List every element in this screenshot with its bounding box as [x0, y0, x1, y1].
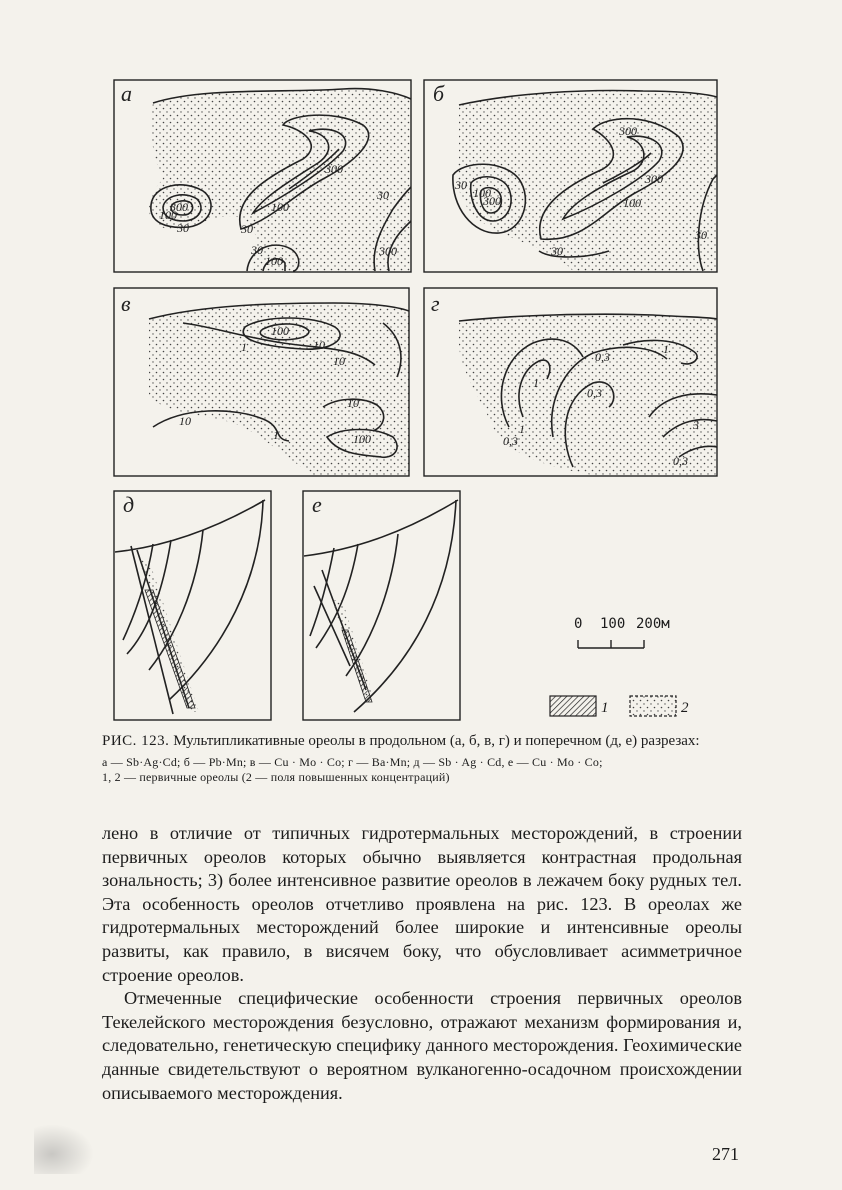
contour-label: 300: [170, 200, 188, 214]
paragraph-1: лено в отличие от типичных гидротермальных месторождений, в строении первичных ореолов которых обычно выявляется контрастная продольная зональность; 3) более интенсивное развитие ореолов в лежачем боку рудных тел. Эта особенность ореолов отчетливо проявлена на рис. 123. В ореолах же гидротермальных месторождений более широкие и интенсивные ореолы развиты, как правило, в висячем боку, что обусловливает асимметричное строение ореолов.: [102, 823, 742, 985]
contour-label: 0,3: [587, 386, 602, 400]
contour-label: 10: [313, 338, 325, 352]
legend: [548, 692, 708, 722]
figure-caption: [102, 732, 752, 785]
panel-d: [113, 490, 273, 722]
contour-label: 1: [519, 422, 525, 436]
panel-e-label: е: [312, 492, 322, 517]
legend-label-2: 2: [681, 700, 689, 716]
caption-fig-label: РИС. 123.: [102, 733, 170, 749]
contour-label: 10: [347, 396, 359, 410]
contour-label: 30: [695, 228, 707, 242]
caption-title-text: Мультипликативные ореолы в продольном (а, б, в, г) и поперечном (д, е) разрезах:: [173, 733, 700, 749]
panel-e: [302, 490, 462, 722]
scale-tick-200: 200м: [636, 616, 670, 632]
scale-bar: [574, 616, 704, 656]
contour-label: 30: [551, 244, 563, 258]
contour-label: 100: [473, 186, 491, 200]
panel-v-label: в: [121, 291, 131, 316]
panel-v: [113, 287, 411, 477]
contour-label: 30: [455, 178, 467, 192]
caption-notes-line-2: 1, 2 — первичные ореолы (2 — поля повышенных концентраций): [102, 770, 450, 784]
body-text: [102, 822, 742, 1105]
contour-label: 10: [179, 414, 191, 428]
contour-label: 1: [273, 428, 279, 442]
paragraph-2: Отмеченные специфические особенности строения первичных ореолов Текелейского месторождения безусловно, отражают механизм формирования и, следовательно, генетическую специфику данного месторождения. Геохимические данные свидетельствуют о вероятном вулканогенно-осадочном происхождении описываемого месторождения.: [102, 988, 742, 1103]
contour-label: 30: [241, 222, 253, 236]
contour-label: 100: [159, 208, 177, 222]
scale-tick-100: 100: [600, 616, 626, 632]
contour-label: 100: [623, 196, 641, 210]
panel-a-label: а: [121, 81, 132, 106]
contour-label: 300: [645, 172, 663, 186]
contour-label: 30: [251, 243, 263, 257]
contour-label: 30: [177, 221, 189, 235]
caption-title: [102, 732, 752, 751]
contour-label: 100: [353, 432, 371, 446]
contour-label: 10: [333, 354, 345, 368]
panel-g: [423, 287, 719, 477]
contour-label: 1: [533, 376, 539, 390]
scan-smudge: [34, 1124, 94, 1174]
contour-label: 1: [663, 342, 669, 356]
contour-label: 300: [325, 162, 343, 176]
caption-notes-line-1: а — Sb·Ag·Cd; б — Pb·Mn; в — Cu · Mo · Co; г — Ba·Mn; д — Sb · Ag · Cd, е — Cu · Mo · Co;: [102, 755, 603, 769]
contour-label: 1: [241, 340, 247, 354]
contour-label: 300: [619, 124, 637, 138]
contour-label: 300: [379, 244, 397, 258]
contour-label: 3: [693, 418, 699, 432]
contour-label: 0,3: [595, 350, 610, 364]
panel-g-label: г: [431, 291, 440, 316]
contour-label: 0,3: [503, 434, 518, 448]
panel-a: [113, 79, 413, 273]
page-number: 271: [712, 1144, 739, 1164]
contour-label: 30: [377, 188, 389, 202]
caption-notes: [102, 755, 752, 785]
scale-tick-0: 0: [574, 616, 583, 632]
contour-label: 0,3: [673, 454, 688, 468]
contour-label: 100: [271, 200, 289, 214]
contour-label: 300: [483, 194, 501, 208]
contour-label: 100: [265, 254, 283, 268]
legend-label-1: 1: [601, 700, 609, 716]
panel-d-label: д: [123, 492, 135, 517]
panel-b: [423, 79, 719, 273]
contour-label: 100: [271, 324, 289, 338]
panel-b-label: б: [433, 81, 445, 106]
